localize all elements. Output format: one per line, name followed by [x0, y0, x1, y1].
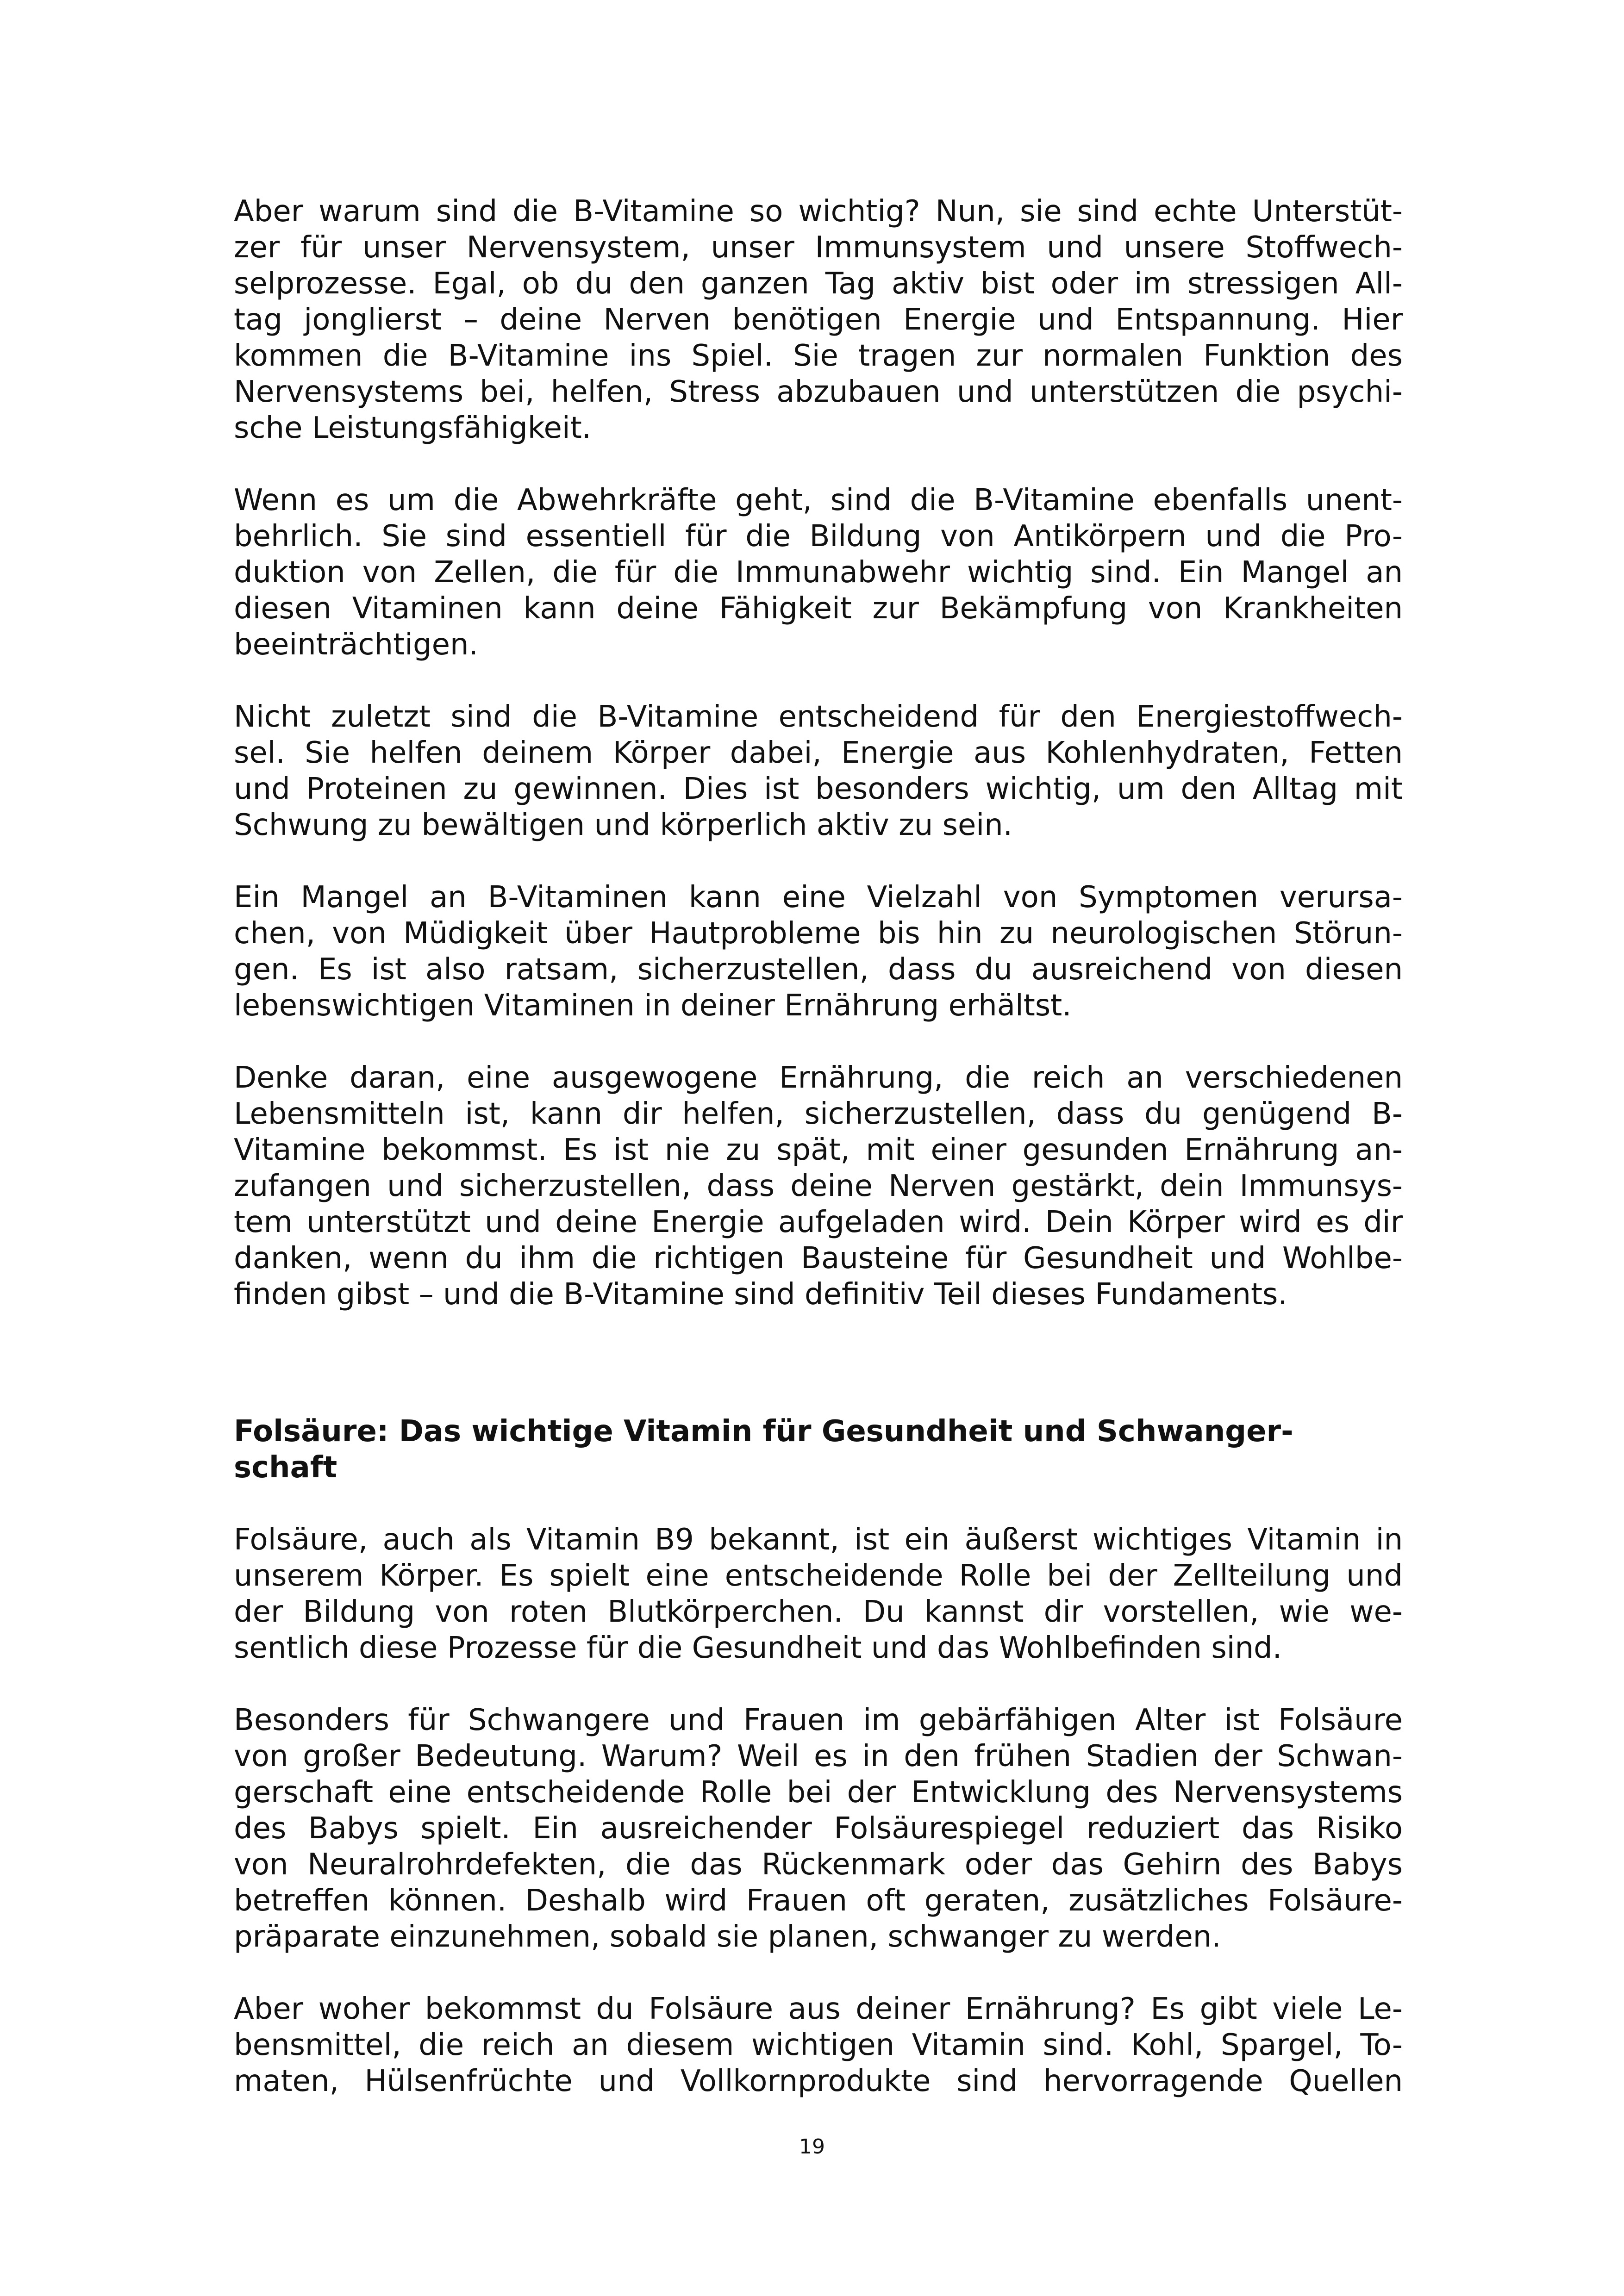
text-line: Folsäure, auch als Vitamin B9 bekannt, ist ein äußerst wichtiges Vitamin in [234, 1523, 1403, 1557]
text-line: selprozesse. Egal, ob du den ganzen Tag aktiv bist oder im stressigen All- [234, 267, 1403, 301]
text-line: betreffen können. Deshalb wird Frauen oft geraten, zusätzliches Folsäure- [234, 1884, 1403, 1918]
text-line: diesen Vitaminen kann deine Fähigkeit zur Bekämpfung von Krankheiten [234, 591, 1403, 626]
paragraph-pregnancy [234, 1702, 1403, 1955]
paragraph-energy-metabolism [234, 699, 1403, 843]
text-line: Besonders für Schwangere und Frauen im gebärfähigen Alter ist Folsäure [234, 1703, 1403, 1737]
page-content [234, 193, 1403, 2135]
paragraph-b-vitamins-importance [234, 193, 1403, 446]
text-line: von Neuralrohrdefekten, die das Rückenmark oder das Gehirn des Babys [234, 1848, 1403, 1882]
text-line: Vitamine bekommst. Es ist nie zu spät, mit einer gesunden Ernährung an- [234, 1133, 1403, 1167]
heading-line: schaft [234, 1450, 337, 1485]
text-line: duktion von Zellen, die für die Immunabwehr wichtig sind. Ein Mangel an [234, 555, 1403, 590]
text-line: unserem Körper. Es spielt eine entscheidende Rolle bei der Zellteilung und [234, 1559, 1403, 1593]
heading-line: Folsäure: Das wichtige Vitamin für Gesundheit und Schwanger- [234, 1414, 1293, 1449]
paragraph-deficiency-symptoms [234, 879, 1403, 1024]
text-line: sche Leistungsfähigkeit. [234, 411, 592, 445]
text-line: lebenswichtigen Vitaminen in deiner Ernährung erhältst. [234, 989, 1072, 1023]
text-line: chen, von Müdigkeit über Hautprobleme bis hin zu neurologischen Störun- [234, 916, 1403, 951]
text-line: kommen die B-Vitamine ins Spiel. Sie tragen zur normalen Funktion des [234, 339, 1403, 373]
text-line: Ein Mangel an B-Vitaminen kann eine Vielzahl von Symptomen verursa- [234, 880, 1403, 915]
text-line: Aber warum sind die B-Vitamine so wichtig? Nun, sie sind echte Unterstüt- [234, 194, 1403, 229]
paragraph-balanced-diet [234, 1060, 1403, 1313]
text-line: und Proteinen zu gewinnen. Dies ist besonders wichtig, um den Alltag mit [234, 772, 1403, 806]
text-line: zer für unser Nervensystem, unser Immunsystem und unsere Stoffwech- [234, 230, 1403, 265]
text-line: zufangen und sicherzustellen, dass deine Nerven gestärkt, dein Immunsys- [234, 1169, 1403, 1203]
text-line: finden gibst – und die B-Vitamine sind definitiv Teil dieses Fundaments. [234, 1277, 1287, 1312]
paragraph-immune-defense [234, 482, 1403, 663]
text-line: der Bildung von roten Blutkörperchen. Du kannst dir vorstellen, wie we- [234, 1595, 1403, 1629]
text-line: Schwung zu bewältigen und körperlich aktiv zu sein. [234, 808, 1013, 842]
section-spacer [234, 1349, 1403, 1413]
section-heading-folic-acid [234, 1413, 1403, 1486]
text-line: sentlich diese Prozesse für die Gesundheit und das Wohlbefinden sind. [234, 1631, 1282, 1665]
text-line: tag jonglierst – deine Nerven benötigen Energie und Entspannung. Hier [234, 303, 1403, 337]
text-line: gerschaft eine entscheidende Rolle bei der Entwicklung des Nervensystems [234, 1775, 1403, 1810]
page-number: 19 [799, 2135, 825, 2159]
text-line: Wenn es um die Abwehrkräfte geht, sind die B-Vitamine ebenfalls unent- [234, 483, 1403, 517]
text-line: präparate einzunehmen, sobald sie planen, schwanger zu werden. [234, 1920, 1221, 1954]
text-line: bensmittel, die reich an diesem wichtigen Vitamin sind. Kohl, Spargel, To- [234, 2028, 1403, 2062]
text-line: beeinträchtigen. [234, 628, 478, 662]
text-line: Lebensmitteln ist, kann dir helfen, sicherzustellen, dass du genügend B- [234, 1097, 1403, 1131]
text-line: des Babys spielt. Ein ausreichender Folsäurespiegel reduziert das Risiko [234, 1811, 1403, 1846]
text-line: Denke daran, eine ausgewogene Ernährung, die reich an verschiedenen [234, 1061, 1403, 1095]
paragraph-folic-acid-sources [234, 1991, 1403, 2099]
text-line: behrlich. Sie sind essentiell für die Bildung von Antikörpern und die Pro- [234, 519, 1403, 554]
text-line: danken, wenn du ihm die richtigen Bausteine für Gesundheit und Wohlbe- [234, 1241, 1403, 1276]
text-line: von großer Bedeutung. Warum? Weil es in den frühen Stadien der Schwan- [234, 1739, 1403, 1773]
text-line: Aber woher bekommst du Folsäure aus deiner Ernährung? Es gibt viele Le- [234, 1992, 1403, 2026]
text-line: Nicht zuletzt sind die B-Vitamine entscheidend für den Energiestoffwech- [234, 700, 1403, 734]
text-line: maten, Hülsenfrüchte und Vollkornprodukte sind hervorragende Quellen [234, 2064, 1403, 2098]
text-line: Nervensystems bei, helfen, Stress abzubauen und unterstützen die psychi- [234, 375, 1403, 409]
text-line: tem unterstützt und deine Energie aufgeladen wird. Dein Körper wird es dir [234, 1205, 1403, 1239]
text-line: sel. Sie helfen deinem Körper dabei, Energie aus Kohlenhydraten, Fetten [234, 736, 1403, 770]
text-line: gen. Es ist also ratsam, sicherzustellen, dass du ausreichend von diesen [234, 952, 1403, 987]
paragraph-folic-acid-intro [234, 1522, 1403, 1666]
